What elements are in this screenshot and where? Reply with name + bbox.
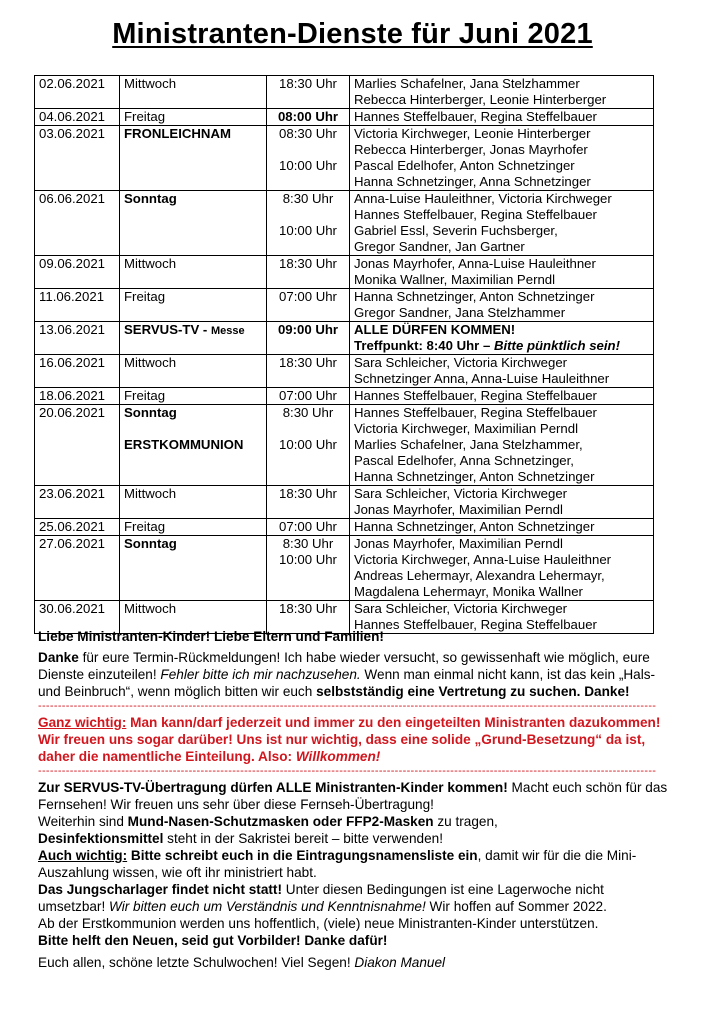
server-names: Hanna Schnetzinger, Anna Schnetzinger [354,174,591,189]
day-label: Freitag [124,289,166,304]
schedule-row [35,322,654,355]
day-label-2: ERSTKOMMUNION [124,437,244,452]
time-label: 07:00 Uhr [279,519,337,534]
meeting-point [354,338,649,354]
help-line: Bitte helft den Neuen, seid gut Vorbilder! Danke dafür! [38,933,388,948]
day-label: Freitag [124,519,166,534]
time-label: 18:30 Uhr [279,486,337,501]
page-title: Ministranten-Dienste für Juni 2021 [112,18,593,50]
closing-line: Euch allen, schöne letzte Schulwochen! Viel Segen! Diakon Manuel [38,955,446,970]
punctual-note: Bitte pünktlich sein! [493,338,620,353]
time-cell [267,388,350,405]
server-names: Monika Wallner, Maximilian Perndl [354,272,556,287]
schedule-row [35,109,654,126]
day-label: Sonntag [124,405,177,420]
date-cell: 30.06.2021 [35,601,120,634]
schedule-row [35,519,654,536]
time-cell [267,76,350,109]
names-cell [350,256,654,289]
schedule-row [35,405,654,486]
server-names: Hannes Steffelbauer, Regina Steffelbauer [354,207,597,222]
time-cell [267,355,350,388]
day-label: Mittwoch [124,76,177,91]
day-label: Sonntag [124,191,177,206]
day-cell [120,536,267,601]
server-names: Hanna Schnetzinger, Anton Schnetzinger [354,289,595,304]
server-names: Sara Schleicher, Victoria Kirchweger [354,486,568,501]
date-cell: 25.06.2021 [35,519,120,536]
day-label: Mittwoch [124,486,177,501]
server-names: Pascal Edelhofer, Anna Schnetzinger, [354,453,574,468]
server-names: Andreas Lehermayr, Alexandra Lehermayr, [354,568,605,583]
time-label: 8:30 Uhr [282,405,334,420]
names-cell [350,519,654,536]
day-label: SERVUS-TV - [124,322,211,337]
time-cell [267,322,350,355]
day-cell [120,486,267,519]
divider-line: ------------------------------------------------------------------------------------------------------------------------------------------------------------ [38,702,657,710]
schedule-table [34,75,654,634]
time-label: 09:00 Uhr [277,322,339,337]
signup-paragraph: Auch wichtig: Bitte schreibt euch in die Eintragungsnamensliste ein, damit wir für die die Mini-Auszahlung wissen, wie oft ihr ministriert habt. [38,848,637,880]
names-cell [350,536,654,601]
time-cell [267,536,350,601]
time-cell [267,256,350,289]
day-label: Freitag [124,109,166,124]
time-cell [267,191,350,256]
server-names: Marlies Schafelner, Jana Stelzhammer [354,76,580,91]
server-names: Victoria Kirchweger, Leonie Hinterberger [354,126,591,141]
server-names: Jonas Mayrhofer, Maximilian Perndl [354,502,563,517]
server-names: Anna-Luise Hauleithner, Victoria Kirchweger [354,191,612,206]
time-label: 18:30 Uhr [279,76,337,91]
names-cell [350,355,654,388]
time-label: 10:00 Uhr [279,158,337,173]
server-names: ALLE DÜRFEN KOMMEN! [354,322,516,337]
names-cell [350,289,654,322]
day-cell [120,126,267,191]
server-names: Rebecca Hinterberger, Jonas Mayrhofer [354,142,588,157]
server-names: Gregor Sandner, Jan Gartner [354,239,525,254]
day-cell [120,388,267,405]
server-names: Hannes Steffelbauer, Regina Steffelbauer [354,617,597,632]
date-cell: 11.06.2021 [35,289,120,322]
day-label: Freitag [124,388,166,403]
server-names: Hannes Steffelbauer, Regina Steffelbauer [354,405,597,420]
day-cell [120,289,267,322]
date-cell: 13.06.2021 [35,322,120,355]
schedule-row [35,486,654,519]
schedule-row [35,256,654,289]
day-cell [120,519,267,536]
server-names: Pascal Edelhofer, Anton Schnetzinger [354,158,575,173]
time-cell [267,126,350,191]
server-names: Gabriel Essl, Severin Fuchsberger, [354,223,558,238]
server-names: Victoria Kirchweger, Anna-Luise Hauleithner [354,552,612,567]
names-cell [350,486,654,519]
time-cell [267,486,350,519]
date-cell: 09.06.2021 [35,256,120,289]
names-cell [350,76,654,109]
server-names: Sara Schleicher, Victoria Kirchweger [354,601,568,616]
server-names: Hannes Steffelbauer, Regina Steffelbauer [354,109,597,124]
time-cell [267,109,350,126]
server-names: Rebecca Hinterberger, Leonie Hinterberger [354,92,607,107]
time-label: 18:30 Uhr [279,355,337,370]
time-label: 10:00 Uhr [279,437,337,452]
servus-paragraph: Zur SERVUS-TV-Übertragung dürfen ALLE Ministranten-Kinder kommen! Macht euch schön für das Fernsehen! Wir freuen uns sehr über diese Fernseh-Übertragung! [38,780,668,812]
time-cell [267,289,350,322]
day-label: Sonntag [124,536,177,551]
divider-line: ------------------------------------------------------------------------------------------------------------------------------------------------------------ [38,767,657,775]
schedule-row [35,355,654,388]
date-cell: 20.06.2021 [35,405,120,486]
date-cell: 27.06.2021 [35,536,120,601]
server-names: Jonas Mayrhofer, Anna-Luise Hauleithner [354,256,596,271]
time-label: 18:30 Uhr [279,256,337,271]
day-cell [120,109,267,126]
notes-section [38,628,668,971]
server-names: Schnetzinger Anna, Anna-Luise Hauleithner [354,371,610,386]
important-paragraph: Ganz wichtig: Man kann/darf jederzeit und immer zu den eingeteilten Ministranten dazukommen! Wir freuen uns sogar darüber! Uns ist nur wichtig, dass eine solide „Grund-Besetzung“ da ist, daher die namentliche Einteilung. Also: Willkommen! [38,715,661,764]
names-cell [350,405,654,486]
day-label: Mittwoch [124,601,177,616]
server-names: Hanna Schnetzinger, Anton Schnetzinger [354,469,595,484]
date-cell: 03.06.2021 [35,126,120,191]
camp-paragraph: Das Jungscharlager findet nicht statt! Unter diesen Bedingungen ist eine Lagerwoche nicht umsetzbar! Wir bitten euch um Verständnis und Kenntnisnahme! Wir hoffen auf Sommer 2022. [38,882,607,914]
date-cell: 06.06.2021 [35,191,120,256]
masks-line: Weiterhin sind Mund-Nasen-Schutzmasken oder FFP2-Masken zu tragen, [38,814,498,829]
greeting: Liebe Ministranten-Kinder! Liebe Eltern und Familien! [38,629,384,644]
time-label: 08:30 Uhr [279,126,337,141]
names-cell [350,126,654,191]
day-label: Mittwoch [124,355,177,370]
day-cell [120,256,267,289]
day-cell [120,405,267,486]
day-sublabel: Messe [210,325,245,337]
day-cell [120,191,267,256]
communion-line: Ab der Erstkommunion werden uns hoffentlich, (viele) neue Ministranten-Kinder unterstützen. [38,916,599,931]
time-cell [267,519,350,536]
names-cell [350,388,654,405]
date-cell: 02.06.2021 [35,76,120,109]
time-label: 07:00 Uhr [279,388,337,403]
schedule-row [35,191,654,256]
server-names: Hanna Schnetzinger, Anton Schnetzinger [354,519,595,534]
day-cell [120,355,267,388]
names-cell [350,109,654,126]
server-names: Victoria Kirchweger, Maximilian Perndl [354,421,579,436]
day-label: Mittwoch [124,256,177,271]
server-names: Marlies Schafelner, Jana Stelzhammer, [354,437,583,452]
names-cell [350,191,654,256]
date-cell: 23.06.2021 [35,486,120,519]
disinfectant-line: Desinfektionsmittel steht in der Sakristei bereit – bitte verwenden! [38,831,443,846]
names-cell [350,322,654,355]
day-cell [120,76,267,109]
server-names: Gregor Sandner, Jana Stelzhammer [354,305,566,320]
server-names: Sara Schleicher, Victoria Kirchweger [354,355,568,370]
date-cell: 18.06.2021 [35,388,120,405]
schedule-row [35,126,654,191]
day-cell [120,322,267,355]
time-label: 8:30 Uhr [282,191,334,206]
thanks-paragraph: Danke für eure Termin-Rückmeldungen! Ich habe wieder versucht, so gewissenhaft wie möglich, eure Dienste einzuteilen! Fehler bitte ich mir nachzusehen. Wenn man einmal nicht kann, ist das kein „Hals- und Beinbruch“, wenn möglich bitten wir euch selbstständig eine Vertretung zu suchen. Danke! [38,650,656,699]
day-label: FRONLEICHNAM [124,126,231,141]
time-label: 18:30 Uhr [279,601,337,616]
time-label: 08:00 Uhr [277,109,339,124]
server-names: Jonas Mayrhofer, Maximilian Perndl [354,536,563,551]
date-cell: 04.06.2021 [35,109,120,126]
time-label: 10:00 Uhr [279,223,337,238]
time-label: 07:00 Uhr [279,289,337,304]
server-names: Magdalena Lehermayr, Monika Wallner [354,584,583,599]
schedule-row [35,536,654,601]
time-cell [267,405,350,486]
time-label: 10:00 Uhr [279,552,337,567]
date-cell: 16.06.2021 [35,355,120,388]
meeting-time: Treffpunkt: 8:40 Uhr – [354,338,494,353]
schedule-row [35,76,654,109]
schedule-row [35,388,654,405]
schedule-row [35,289,654,322]
time-label: 8:30 Uhr [282,536,334,551]
server-names: Hannes Steffelbauer, Regina Steffelbauer [354,388,597,403]
